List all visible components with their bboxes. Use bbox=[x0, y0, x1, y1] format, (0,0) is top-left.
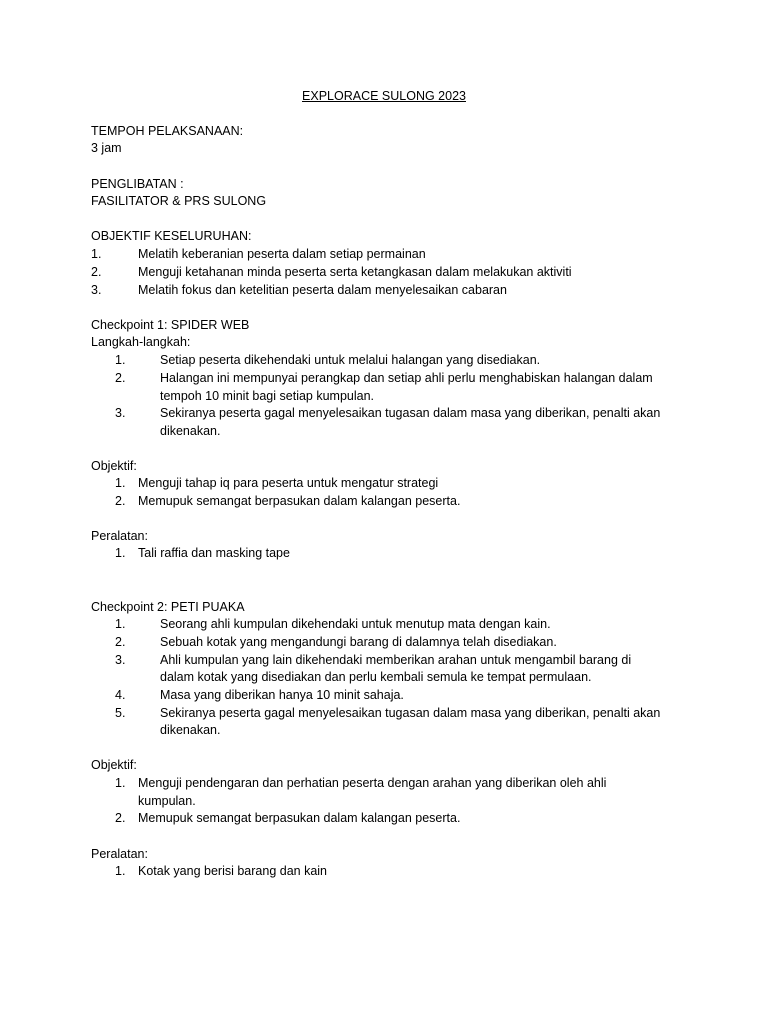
list-item-number: 1. bbox=[115, 776, 126, 790]
list-item: Menguji ketahanan minda peserta serta ketangkasan dalam melakukan aktiviti bbox=[138, 265, 572, 279]
list-item-number: 1. bbox=[115, 617, 126, 631]
list-item-continuation: kumpulan. bbox=[138, 794, 196, 808]
list-item: Halangan ini mempunyai perangkap dan setiap ahli perlu menghabiskan halangan dalam bbox=[160, 371, 653, 385]
list-item: Menguji pendengaran dan perhatian peserta dengan arahan yang diberikan oleh ahli bbox=[138, 776, 607, 790]
list-item-number: 3. bbox=[115, 406, 126, 420]
list-item-number: 1. bbox=[91, 247, 102, 261]
list-item-number: 3. bbox=[115, 653, 126, 667]
tempoh-heading: TEMPOH PELAKSANAAN: bbox=[91, 124, 244, 138]
list-item: Tali raffia dan masking tape bbox=[138, 546, 290, 560]
list-item: Seorang ahli kumpulan dikehendaki untuk menutup mata dengan kain. bbox=[160, 617, 551, 631]
list-item-number: 2. bbox=[115, 494, 126, 508]
list-item-number: 2. bbox=[115, 635, 126, 649]
list-item: Memupuk semangat berpasukan dalam kalangan peserta. bbox=[138, 494, 461, 508]
list-item-number: 2. bbox=[91, 265, 102, 279]
penglibatan-value: FASILITATOR & PRS SULONG bbox=[91, 194, 267, 208]
checkpoint1-objektif-heading: Objektif: bbox=[91, 459, 137, 473]
list-item-number: 2. bbox=[115, 371, 126, 385]
checkpoint2-heading: Checkpoint 2: PETI PUAKA bbox=[91, 600, 245, 614]
list-item-number: 4. bbox=[115, 688, 126, 702]
document-title: EXPLORACE SULONG 2023 bbox=[302, 89, 466, 103]
list-item: Setiap peserta dikehendaki untuk melalui halangan yang disediakan. bbox=[160, 353, 541, 367]
checkpoint2-peralatan-heading: Peralatan: bbox=[91, 847, 148, 861]
list-item-number: 1. bbox=[115, 476, 126, 490]
list-item-continuation: dalam kotak yang disediakan dan perlu kembali semula ke tempat permulaan. bbox=[160, 670, 592, 684]
list-item-number: 3. bbox=[91, 283, 102, 297]
list-item: Kotak yang berisi barang dan kain bbox=[138, 864, 328, 878]
list-item: Sekiranya peserta gagal menyelesaikan tugasan dalam masa yang diberikan, penalti akan bbox=[160, 406, 661, 420]
list-item: Melatih keberanian peserta dalam setiap permainan bbox=[138, 247, 426, 261]
list-item-number: 5. bbox=[115, 706, 126, 720]
list-item-number: 1. bbox=[115, 546, 126, 560]
list-item-continuation: dikenakan. bbox=[160, 723, 221, 737]
checkpoint1-steps-heading: Langkah-langkah: bbox=[91, 335, 191, 349]
penglibatan-heading: PENGLIBATAN : bbox=[91, 177, 184, 191]
list-item-number: 1. bbox=[115, 864, 126, 878]
list-item: Sekiranya peserta gagal menyelesaikan tugasan dalam masa yang diberikan, penalti akan bbox=[160, 706, 661, 720]
list-item: Masa yang diberikan hanya 10 minit sahaja. bbox=[160, 688, 404, 702]
list-item: Menguji tahap iq para peserta untuk mengatur strategi bbox=[138, 476, 439, 490]
tempoh-value: 3 jam bbox=[91, 141, 122, 155]
checkpoint2-objektif-heading: Objektif: bbox=[91, 758, 137, 772]
list-item: Memupuk semangat berpasukan dalam kalangan peserta. bbox=[138, 811, 461, 825]
list-item: Ahli kumpulan yang lain dikehendaki memberikan arahan untuk mengambil barang di bbox=[160, 653, 632, 667]
list-item-number: 1. bbox=[115, 353, 126, 367]
objektif-keseluruhan-heading: OBJEKTIF KESELURUHAN: bbox=[91, 229, 252, 243]
checkpoint1-peralatan-heading: Peralatan: bbox=[91, 529, 148, 543]
list-item-continuation: dikenakan. bbox=[160, 424, 221, 438]
list-item-continuation: tempoh 10 minit bagi setiap kumpulan. bbox=[160, 389, 375, 403]
list-item: Sebuah kotak yang mengandungi barang di dalamnya telah disediakan. bbox=[160, 635, 557, 649]
list-item: Melatih fokus dan ketelitian peserta dalam menyelesaikan cabaran bbox=[138, 283, 507, 297]
checkpoint1-heading: Checkpoint 1: SPIDER WEB bbox=[91, 318, 250, 332]
list-item-number: 2. bbox=[115, 811, 126, 825]
